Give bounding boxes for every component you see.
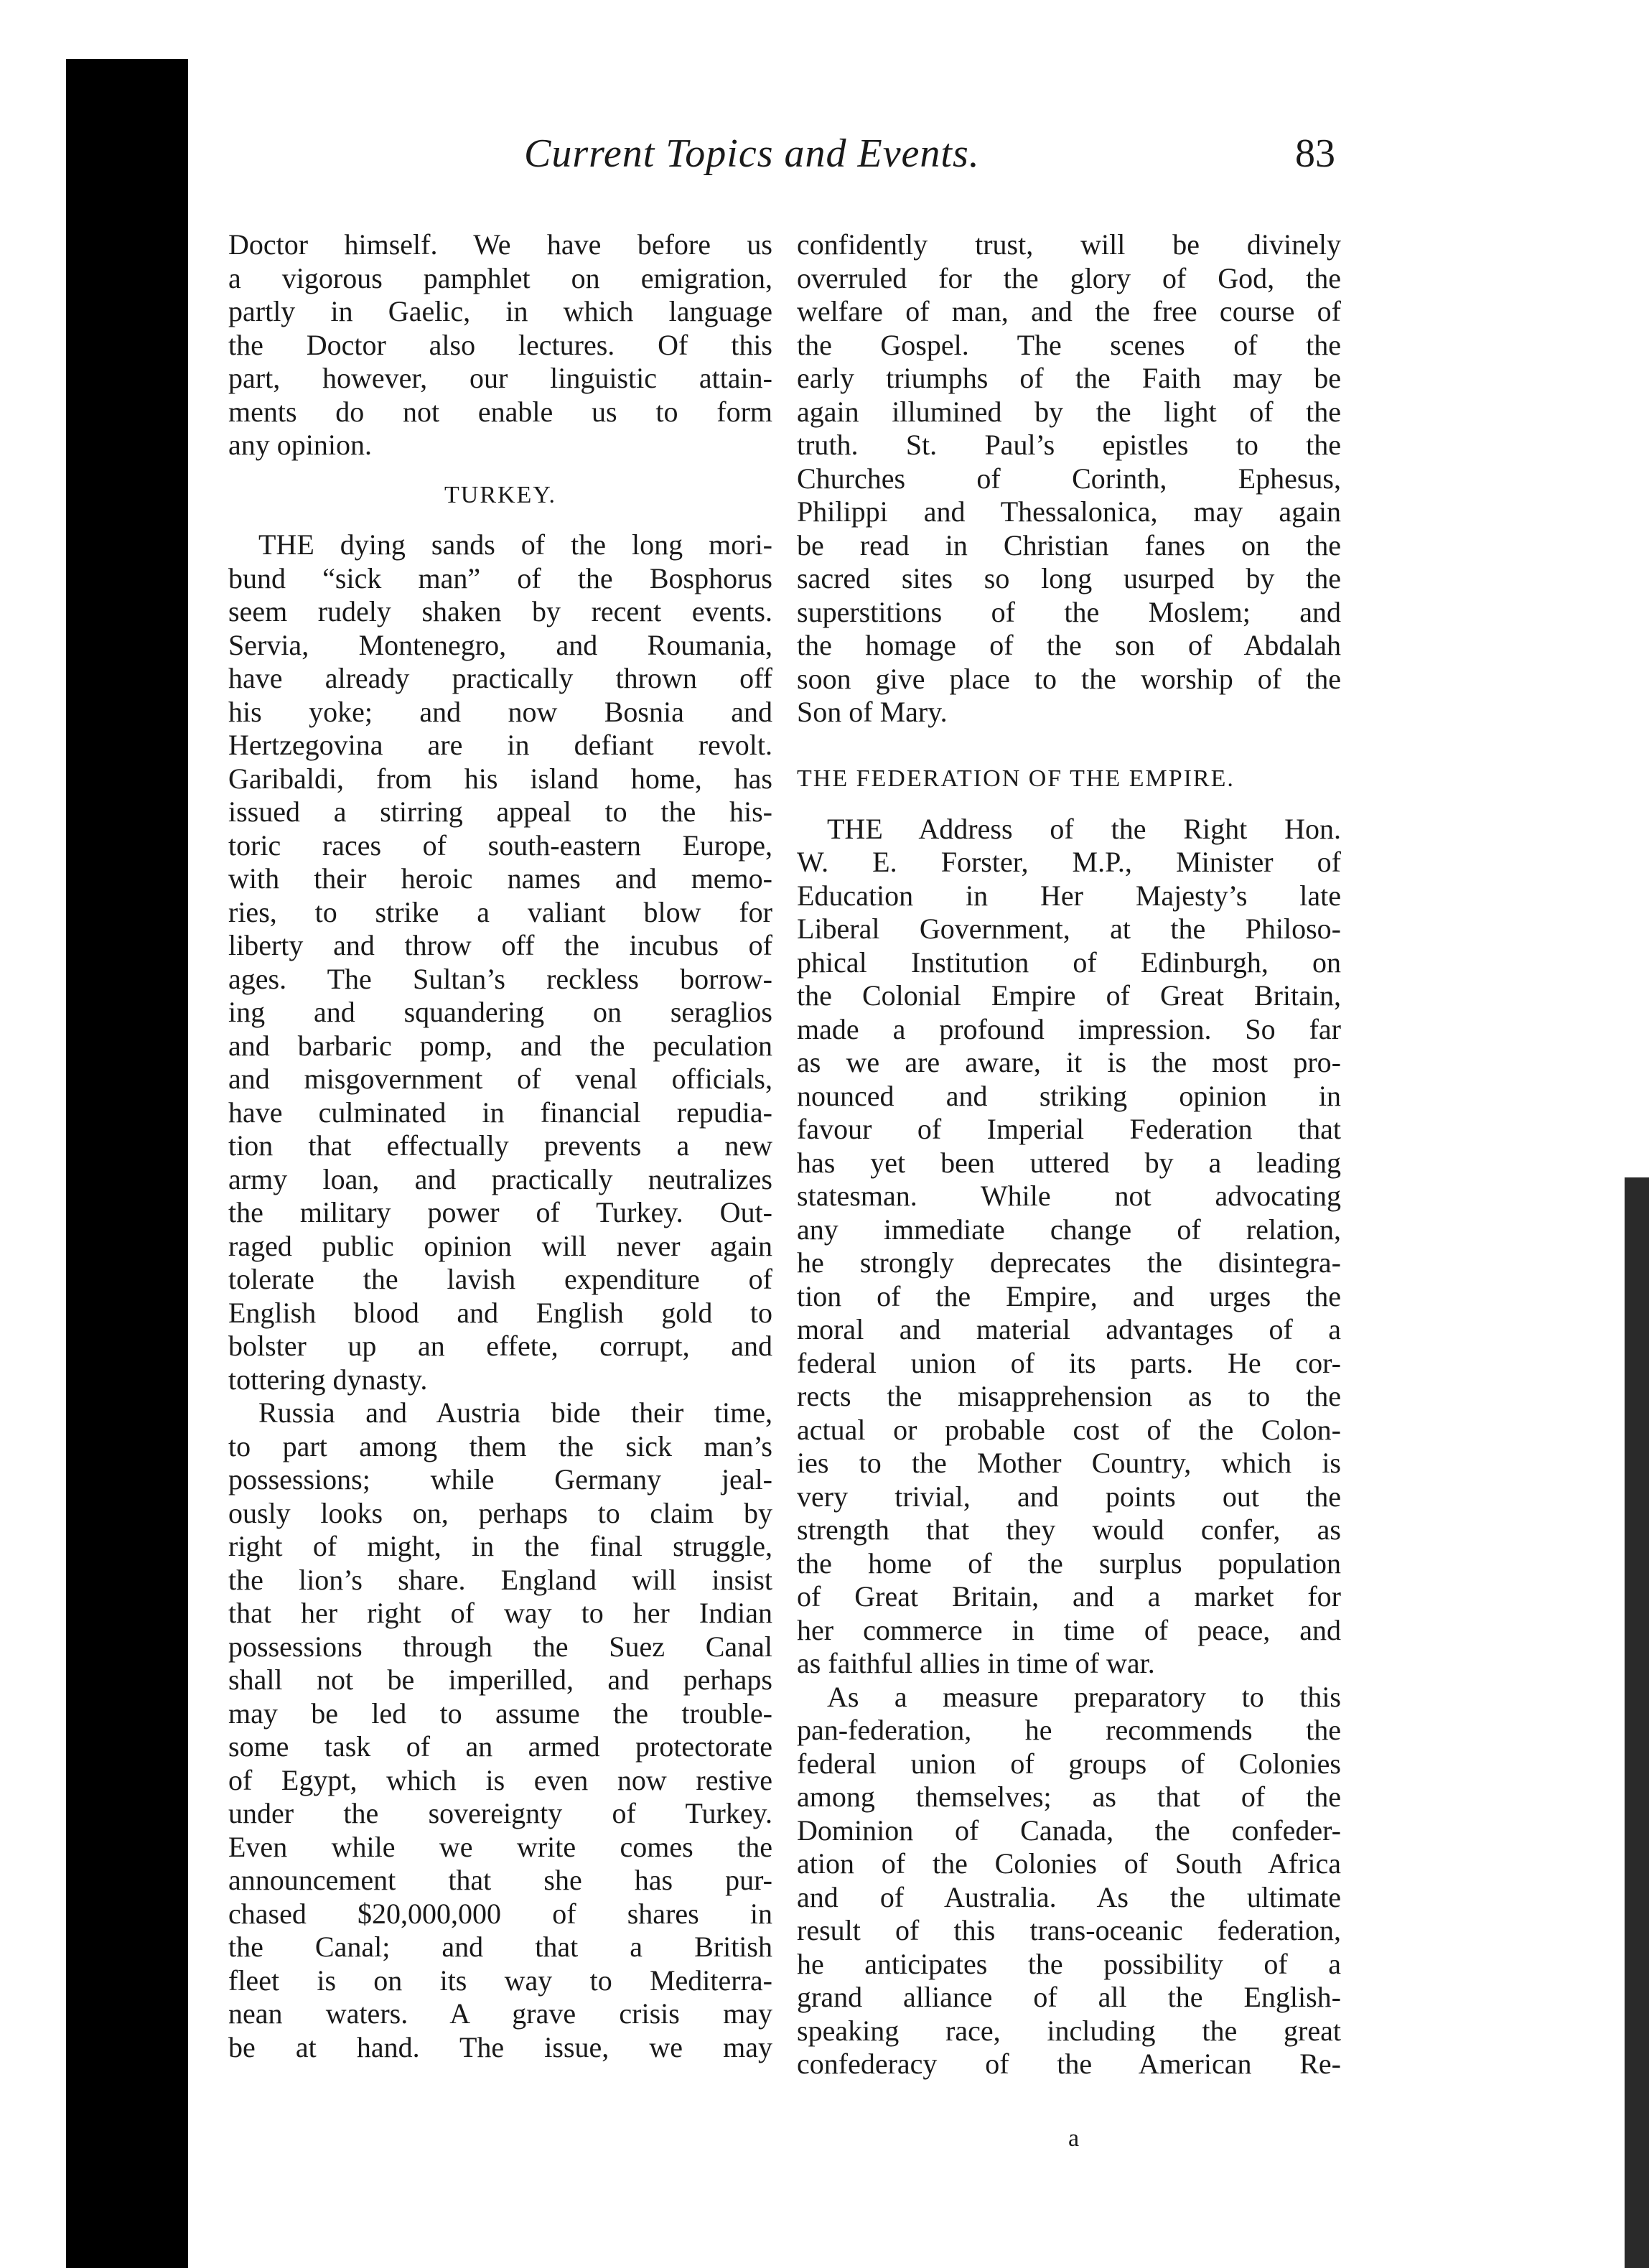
paragraph-turkey (228, 528, 772, 1396)
text-line: fleet is on its way to Mediterra- (228, 1964, 772, 1997)
text-line: some task of an armed protectorate (228, 1730, 772, 1763)
text-line: rects the misapprehension as to the (797, 1380, 1341, 1412)
text-line: seem rudely shaken by recent events. (228, 595, 772, 627)
section-heading-federation: THE FEDERATION OF THE EMPIRE. (797, 765, 1235, 792)
page-edge-shadow (1625, 1177, 1649, 2268)
text-line: any immediate change of relation, (797, 1213, 1341, 1246)
text-line: and misgovernment of venal officials, (228, 1063, 772, 1095)
text-line: may be led to assume the trouble- (228, 1697, 772, 1730)
text-line: Hertzegovina are in defiant revolt. (228, 729, 772, 761)
left-column (228, 228, 772, 2064)
text-line: THE Address of the Right Hon. (827, 812, 1341, 845)
paragraph-emigration (228, 228, 772, 462)
text-line: a vigorous pamphlet on emigration, (228, 261, 772, 294)
text-line: pan-federation, he recommends the (797, 1714, 1341, 1746)
text-line: federal union of its parts. He cor- (797, 1346, 1341, 1379)
text-line: federal union of groups of Colonies (797, 1747, 1341, 1780)
text-line: the home of the surplus population (797, 1546, 1341, 1579)
text-line: be read in Christian fanes on the (797, 528, 1341, 561)
text-line: welfare of man, and the free course of (797, 295, 1341, 327)
text-line: phical Institution of Edinburgh, on (797, 946, 1341, 979)
text-line: favour of Imperial Federation that (797, 1113, 1341, 1145)
text-line: tottering dynasty. (228, 1363, 428, 1396)
running-head (524, 131, 1335, 202)
text-line: Philippi and Thessalonica, may again (797, 495, 1341, 528)
text-line: have already practically thrown off (228, 662, 772, 694)
text-line: ments do not enable us to form (228, 395, 772, 428)
paragraph-forster-address (797, 813, 1341, 1681)
text-line: ries, to strike a valiant blow for (228, 895, 772, 928)
text-line: THE dying sands of the long mori- (258, 528, 772, 561)
text-line: truth. St. Paul’s epistles to the (797, 429, 1341, 461)
text-line: the Canal; and that a British (228, 1931, 772, 1963)
text-line: Son of Mary. (797, 696, 948, 728)
text-line: Churches of Corinth, Ephesus, (797, 462, 1341, 495)
text-line: the lion’s share. England will insist (228, 1563, 772, 1596)
paragraph-russia-austria (228, 1396, 772, 2064)
text-line: and barbaric pomp, and the peculation (228, 1029, 772, 1062)
text-line: sacred sites so long usurped by the (797, 562, 1341, 594)
text-line: liberty and throw off the incubus of (228, 929, 772, 961)
page-number: 83 (1295, 131, 1335, 176)
text-line: early triumphs of the Faith may be (797, 362, 1341, 394)
text-line: partly in Gaelic, in which language (228, 295, 772, 327)
text-line: superstitions of the Moslem; and (797, 595, 1341, 628)
text-line: to part among them the sick man’s (228, 1429, 772, 1462)
text-line: Russia and Austria bide their time, (258, 1396, 772, 1429)
text-line: his yoke; and now Bosnia and (228, 695, 772, 728)
text-line: result of this trans-oceanic federation, (797, 1914, 1341, 1946)
text-line: shall not be imperilled, and perhaps (228, 1663, 772, 1696)
text-line: Doctor himself. We have before us (228, 228, 772, 261)
text-line: as we are aware, it is the most pro- (797, 1046, 1341, 1078)
text-line: actual or probable cost of the Colon- (797, 1413, 1341, 1446)
text-line: the homage of the son of Abdalah (797, 629, 1341, 661)
text-line: nean waters. A grave crisis may (228, 1997, 772, 2030)
text-line: chased $20,000,000 of shares in (228, 1897, 772, 1930)
text-line: the Gospel. The scenes of the (797, 328, 1341, 361)
text-line: grand alliance of all the English- (797, 1981, 1341, 2013)
text-line: tolerate the lavish expenditure of (228, 1263, 772, 1295)
text-line: ages. The Sultan’s reckless borrow- (228, 962, 772, 995)
text-line: ously looks on, perhaps to claim by (228, 1496, 772, 1529)
text-line: Dominion of Canada, the confeder- (797, 1814, 1341, 1847)
text-line: ation of the Colonies of South Africa (797, 1847, 1341, 1880)
text-line: again illumined by the light of the (797, 395, 1341, 428)
text-line: Education in Her Majesty’s late (797, 879, 1341, 912)
text-line: possessions; while Germany jeal- (228, 1463, 772, 1495)
text-line: bolster up an effete, corrupt, and (228, 1330, 772, 1362)
text-line: right of might, in the final struggle, (228, 1530, 772, 1562)
paragraph-continuation (797, 228, 1341, 729)
text-line: ing and squandering on seraglios (228, 996, 772, 1028)
text-line: strength that they would confer, as (797, 1513, 1341, 1546)
text-line: he strongly deprecates the disintegra- (797, 1246, 1341, 1279)
text-line: and of Australia. As the ultimate (797, 1880, 1341, 1913)
text-line: any opinion. (228, 429, 372, 461)
text-line: Even while we write comes the (228, 1830, 772, 1863)
text-line: with their heroic names and memo- (228, 862, 772, 895)
text-line: moral and material advantages of a (797, 1313, 1341, 1345)
text-line: her commerce in time of peace, and (797, 1613, 1341, 1646)
text-line: soon give place to the worship of the (797, 662, 1341, 695)
catchword: a (1068, 2125, 1080, 2152)
text-line: have culminated in financial repudia- (228, 1096, 772, 1129)
text-line: tion that effectually prevents a new (228, 1129, 772, 1162)
paragraph-pan-federation (797, 1681, 1341, 2081)
text-line: W. E. Forster, M.P., Minister of (797, 846, 1341, 878)
text-line: the military power of Turkey. Out- (228, 1196, 772, 1228)
text-line: Servia, Montenegro, and Roumania, (228, 628, 772, 661)
text-line: Liberal Government, at the Philoso- (797, 913, 1341, 945)
text-line: Garibaldi, from his island home, has (228, 762, 772, 795)
text-line: ies to the Mother Country, which is (797, 1447, 1341, 1479)
text-line: announcement that she has pur- (228, 1864, 772, 1896)
right-column (797, 228, 1341, 2081)
text-line: under the sovereignty of Turkey. (228, 1797, 772, 1829)
text-line: part, however, our linguistic attain- (228, 362, 772, 394)
section-heading-turkey: TURKEY. (444, 481, 556, 508)
text-line: that her right of way to her Indian (228, 1597, 772, 1629)
text-line: the Colonial Empire of Great Britain, (797, 979, 1341, 1012)
text-line: possessions through the Suez Canal (228, 1630, 772, 1663)
text-line: the Doctor also lectures. Of this (228, 328, 772, 361)
text-line: made a profound impression. So far (797, 1012, 1341, 1045)
running-title: Current Topics and Events. (524, 131, 980, 176)
text-line: issued a stirring appeal to the his- (228, 795, 772, 828)
text-line: speaking race, including the great (797, 2014, 1341, 2047)
text-line: of Great Britain, and a market for (797, 1580, 1341, 1613)
text-line: army loan, and practically neutralizes (228, 1162, 772, 1195)
text-line: among themselves; as that of the (797, 1781, 1341, 1813)
text-line: he anticipates the possibility of a (797, 1947, 1341, 1980)
text-line: tion of the Empire, and urges the (797, 1279, 1341, 1312)
text-line: toric races of south-eastern Europe, (228, 829, 772, 862)
text-line: very trivial, and points out the (797, 1480, 1341, 1513)
text-line: confederacy of the American Re- (797, 2048, 1341, 2080)
text-line: be at hand. The issue, we may (228, 2030, 772, 2063)
text-line: statesman. While not advocating (797, 1180, 1341, 1212)
text-line: has yet been uttered by a leading (797, 1146, 1341, 1179)
text-line: raged public opinion will never again (228, 1229, 772, 1262)
text-line: confidently trust, will be divinely (797, 228, 1341, 261)
text-line: English blood and English gold to (228, 1296, 772, 1329)
text-line: As a measure preparatory to this (827, 1680, 1341, 1713)
text-line: overruled for the glory of God, the (797, 261, 1341, 294)
text-line: bund “sick man” of the Bosphorus (228, 561, 772, 594)
text-line: as faithful allies in time of war. (797, 1647, 1155, 1679)
text-line: of Egypt, which is even now restive (228, 1763, 772, 1796)
text-line: nounced and striking opinion in (797, 1079, 1341, 1112)
binding-shadow (66, 59, 188, 2268)
